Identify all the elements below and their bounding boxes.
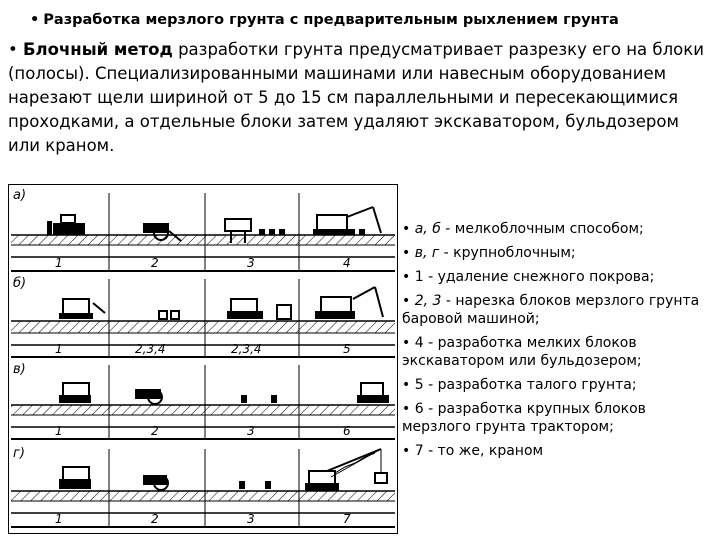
legend-key: 2, 3 (414, 293, 442, 309)
stage-number: 2 (151, 512, 159, 526)
slide-title (30, 12, 710, 28)
frozen-soil-layer (11, 321, 395, 333)
stage-number: 1 (55, 342, 63, 356)
legend-item (402, 334, 714, 370)
legend-item (402, 244, 714, 262)
legend-text: - крупноблочным; (439, 245, 576, 261)
frozen-soil-layer (11, 235, 395, 245)
stage-number: 6 (343, 424, 351, 438)
legend-text: 7 - то же, краном (414, 443, 544, 459)
intro-paragraph (8, 38, 714, 158)
legend-bullet: • (402, 377, 411, 393)
stage-number: 1 (55, 424, 63, 438)
block-stacks (159, 305, 291, 319)
excavator-icon (313, 207, 381, 235)
title-text: Разработка мерзлого грунта с предварительным рыхлением грунта (43, 12, 619, 28)
legend-text: 4 - разработка мелких блоков экскаватором или бульдозером; (402, 335, 642, 369)
legend-bullet: • (402, 443, 411, 459)
legend-bullet: • (402, 245, 411, 261)
intro-bullet: • (8, 40, 18, 59)
legend-item (402, 442, 714, 460)
legend-bullet: • (402, 401, 411, 417)
bulldozer-icon (59, 467, 91, 489)
legend-item (402, 376, 714, 394)
panel-label: г) (13, 446, 25, 461)
stage-number: 2 (151, 256, 159, 270)
stage-number: 2,3,4 (135, 342, 166, 356)
method-diagram-svg (9, 185, 397, 533)
panel-label: б) (13, 276, 27, 291)
tractor-icon (357, 383, 389, 403)
legend-text: - мелкоблочным способом; (440, 221, 644, 237)
excavator-icon (59, 299, 105, 319)
legend-bullet: • (402, 293, 411, 309)
stage-number: 1 (55, 256, 63, 270)
stage-number: 2,3,4 (231, 342, 262, 356)
intro-lead: Блочный метод (22, 40, 173, 59)
legend-text: 1 - удаление снежного покрова; (414, 269, 655, 285)
legend-key: в, г (414, 245, 440, 261)
intro-text: разработки грунта предусматривает разрезку его на блоки (полосы). Специализированными машинами или навесным оборудованием нарезают щели шириной от 5 до 15 см параллельными и пересекающимися проходками, а отдельные блоки затем удаляют экскаватором, бульдозером или краном. (8, 40, 704, 155)
frozen-soil-layer (11, 491, 395, 501)
stage-number: 3 (247, 512, 255, 526)
stage-number: 3 (247, 256, 255, 270)
stage-number: 1 (55, 512, 63, 526)
panel-label: в) (13, 362, 26, 377)
legend-item (402, 220, 714, 238)
block-stacks (241, 395, 277, 403)
excavator-icon (315, 287, 383, 319)
panel-g (11, 446, 395, 527)
method-diagram (8, 184, 398, 534)
legend-item (402, 268, 714, 286)
bulldozer-icon (227, 299, 263, 319)
bulldozer-icon (59, 383, 91, 403)
legend-item (402, 400, 714, 436)
legend-bullet: • (402, 335, 411, 351)
legend-text: 6 - разработка крупных блоков мерзлого грунта трактором; (402, 401, 646, 435)
crane-icon (305, 449, 387, 491)
block-stacks (239, 481, 271, 489)
stage-number: 7 (343, 512, 351, 526)
legend-text: 5 - разработка талого грунта; (414, 377, 637, 393)
frozen-soil-layer (11, 405, 395, 415)
legend-bullet: • (402, 221, 411, 237)
bar-machine-icon (143, 475, 168, 490)
panel-label: а) (13, 188, 27, 203)
legend-key: а, б (414, 221, 441, 237)
bar-machine-icon (135, 389, 162, 404)
legend-text: - нарезка блоков мерзлого грунта баровой машиной; (402, 293, 700, 327)
panel-b (11, 276, 395, 357)
block-stacks (259, 229, 365, 235)
stage-number: 4 (343, 256, 351, 270)
panel-a (11, 188, 395, 271)
title-bullet: • (30, 12, 40, 28)
bulldozer-icon (47, 215, 85, 235)
panel-v (11, 362, 395, 439)
stage-number: 3 (247, 424, 255, 438)
stage-number: 5 (343, 342, 351, 356)
legend-bullet: • (402, 269, 411, 285)
stage-number: 2 (151, 424, 159, 438)
legend-list (402, 220, 714, 466)
legend-item (402, 292, 714, 328)
